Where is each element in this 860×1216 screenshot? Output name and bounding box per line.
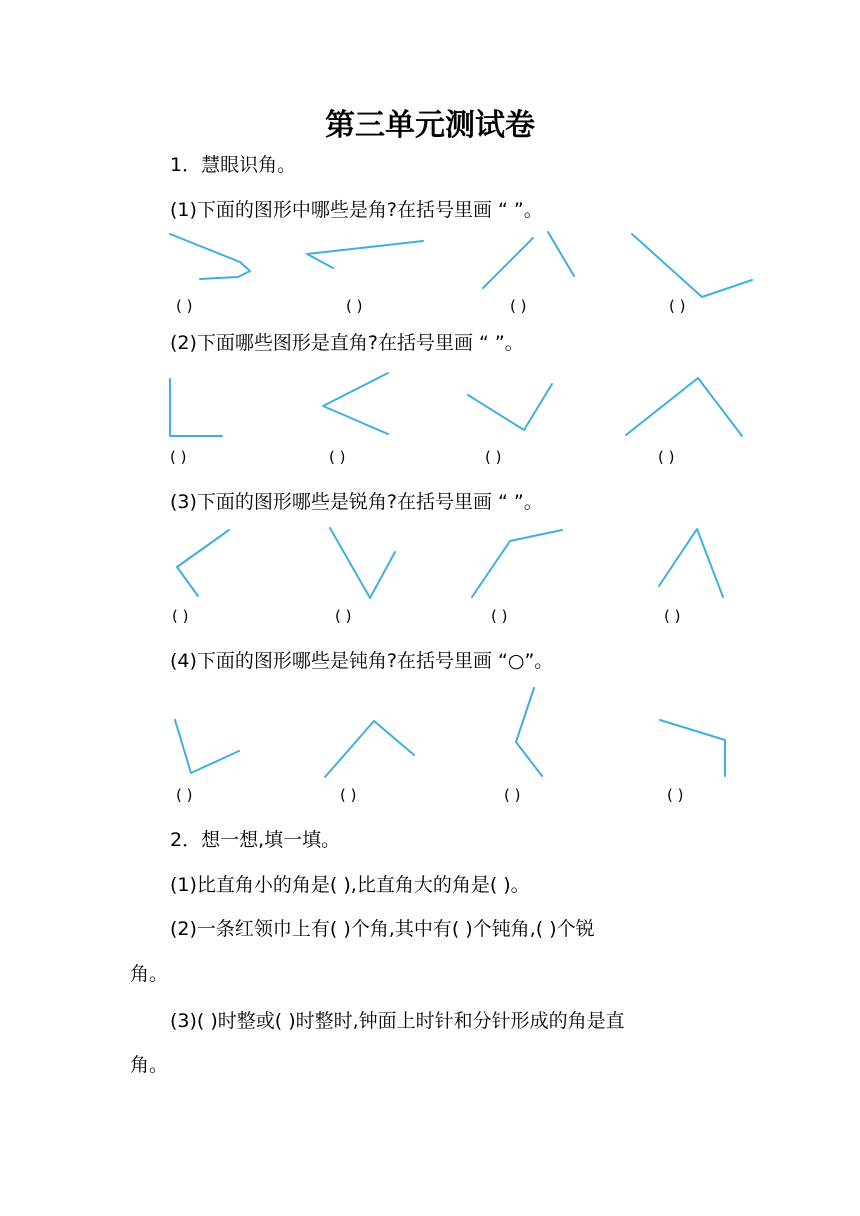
- angle-figure-2-1: [170, 379, 222, 436]
- q1-part1-instruction: (1)下面的图形中哪些是角?在括号里画 “ ”。: [170, 199, 543, 221]
- q2-part2-line1: (2)一条红领巾上有( )个角,其中有( )个钝角,( )个锐: [170, 918, 595, 940]
- q1-part4-instruction: (4)下面的图形哪些是钝角?在括号里画 “○”。: [170, 650, 554, 672]
- q2-heading: 2．想一想,填一填。: [170, 829, 341, 851]
- answer-paren-1-3[interactable]: ( ): [510, 297, 527, 315]
- answer-paren-4-2[interactable]: ( ): [340, 786, 357, 804]
- answer-paren-3-2[interactable]: ( ): [335, 607, 352, 625]
- angle-figure-4-4: [660, 720, 725, 776]
- angle-figure-2-2: [323, 373, 388, 434]
- answer-paren-2-2[interactable]: ( ): [329, 448, 346, 466]
- q1-part2-instruction: (2)下面哪些图形是直角?在括号里画 “ ”。: [170, 332, 524, 354]
- angle-figure-1-1: [170, 234, 250, 279]
- angle-figure-4-2: [325, 721, 414, 777]
- answer-paren-3-3[interactable]: ( ): [491, 607, 508, 625]
- answer-paren-1-2[interactable]: ( ): [346, 297, 363, 315]
- angle-figure-4-1: [175, 720, 239, 773]
- answer-paren-4-1[interactable]: ( ): [176, 786, 193, 804]
- answer-paren-4-3[interactable]: ( ): [504, 786, 521, 804]
- angle-figure-1-3: [483, 238, 533, 288]
- answer-paren-1-4[interactable]: ( ): [669, 297, 686, 315]
- answer-paren-1-1[interactable]: ( ): [176, 297, 193, 315]
- answer-paren-2-4[interactable]: ( ): [658, 448, 675, 466]
- answer-paren-3-4[interactable]: ( ): [664, 607, 681, 625]
- angle-figure-3-2: [330, 528, 395, 598]
- page-title: 第三单元测试卷: [325, 108, 535, 143]
- q2-part2-line2: 角。: [130, 963, 169, 985]
- q2-part3-line2: 角。: [130, 1054, 169, 1076]
- angle-figure-3-3: [472, 530, 562, 597]
- answer-paren-2-1[interactable]: ( ): [170, 448, 187, 466]
- answer-paren-4-4[interactable]: ( ): [667, 786, 684, 804]
- angle-figure-2-3: [468, 384, 552, 430]
- q1-heading: 1．慧眼识角。: [170, 154, 297, 176]
- q2-part3-line1: (3)( )时整或( )时整时,钟面上时针和分针形成的角是直: [170, 1010, 625, 1032]
- angle-figure-3-1: [177, 530, 229, 596]
- answer-paren-2-3[interactable]: ( ): [485, 448, 502, 466]
- angle-figure-4-3: [516, 688, 542, 776]
- angle-figure-3-4: [659, 529, 723, 597]
- q1-part3-instruction: (3)下面的图形哪些是锐角?在括号里画 “ ”。: [170, 491, 543, 513]
- angle-figure-1-3b: [548, 232, 574, 276]
- angle-figure-1-4: [632, 234, 752, 297]
- q2-part1: (1)比直角小的角是( ),比直角大的角是( )。: [170, 874, 530, 896]
- answer-paren-3-1[interactable]: ( ): [172, 607, 189, 625]
- angle-figure-1-2: [307, 241, 423, 268]
- angle-figure-2-4: [626, 378, 742, 436]
